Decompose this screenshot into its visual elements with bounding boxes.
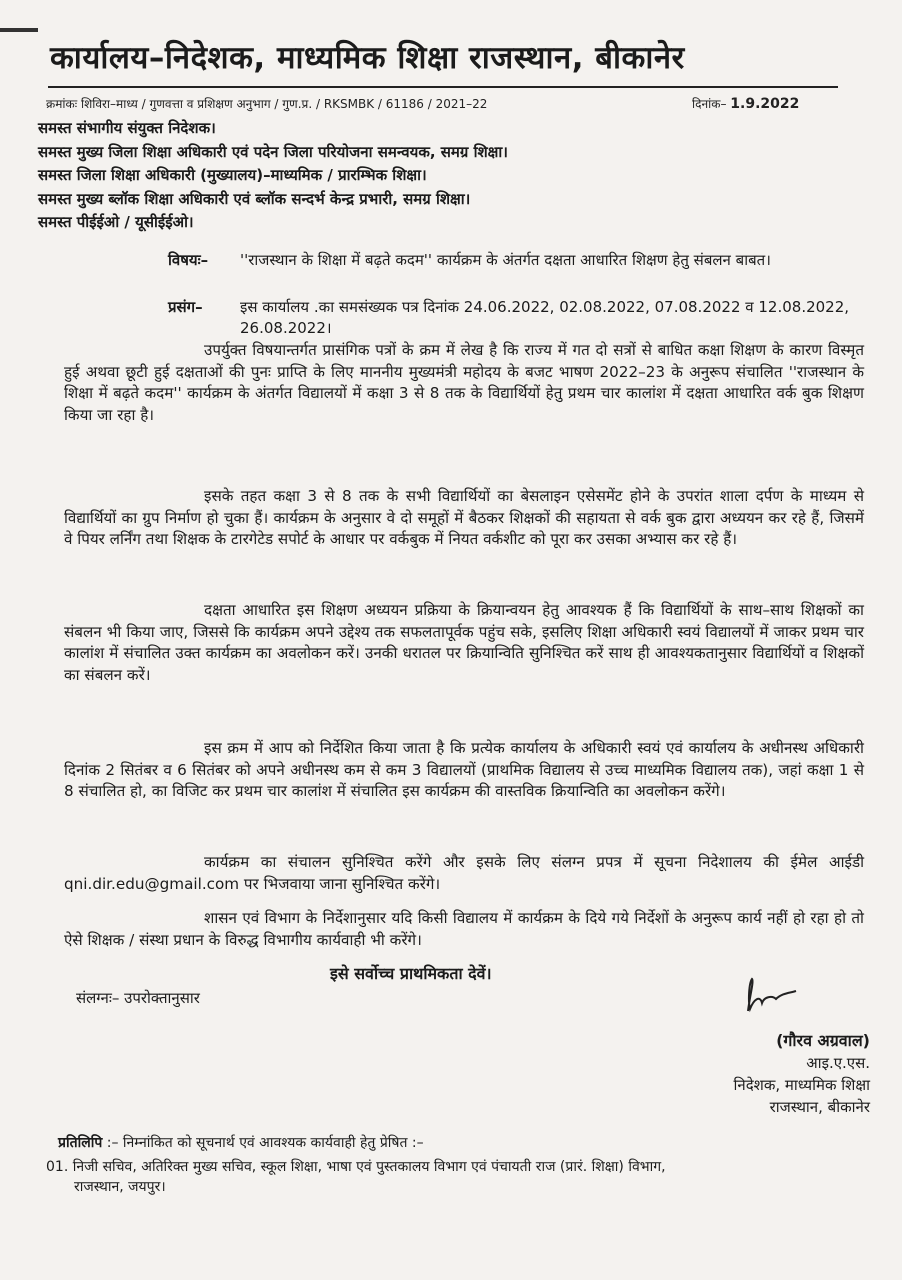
signature-mark [742, 975, 800, 1015]
recipient-line: समस्त पीईईओ / यूसीईईओ। [38, 213, 194, 231]
body-paragraph-6: शासन एवं विभाग के निर्देशानुसार यदि किसी विद्यालय में कार्यक्रम के दिये गये निर्देशों के अनुरूप कार्य नहीं हो रहा हो तो ऐसे शिक्षक / संस्था प्रधान के विरुद्ध विभागीय कार्यवाही भी करेंगे। [64, 909, 864, 949]
body-paragraph-2: इसके तहत कक्षा 3 से 8 तक के सभी विद्यार्थियों का बेसलाइन एसेसमेंट होने के उपरांत शाला दर्पण के माध्यम से विद्यार्थियों का ग्रुप निर्माण हो चुका हैं। कार्यक्रम के अनुसार वे दो समूहों में बैठकर शिक्षकों की सहायता से वर्क बुक द्वारा अध्ययन कर रहे हैं, जिसमें वे पियर लर्निंग तथा शिक्षक के टारगेटेड सपोर्ट के आधार पर वर्कबुक में नियत वर्कशीट को पूरा कर उसका अभ्यास कर रहे हैं। [64, 487, 864, 548]
reference-block [168, 297, 858, 339]
copy-item-line1: निजी सचिव, अतिरिक्त मुख्य सचिव, स्कूल शिक्षा, भाषा एवं पुस्तकालय विभाग एवं पंचायती राज (प्रारं. शिक्षा) विभाग, [72, 1159, 666, 1175]
reference-text: इस कार्यालय .का समसंख्यक पत्र दिनांक 24.06.2022, 02.08.2022, 07.08.2022 व 12.08.2022, 26.08.2022। [240, 298, 850, 337]
ref-label: क्रमांकः [46, 97, 78, 111]
body-paragraph-1: उपर्युक्त विषयान्तर्गत प्रासंगिक पत्रों के क्रम में लेख है कि राज्य में गत दो सत्रों से बाधित कक्षा शिक्षण के कारण विस्मृत हुई अथवा छूटी हुई दक्षताओं की पुनः प्राप्ति के लिए माननीय मुख्यमंत्री महोदय के बजट भाषण 2022–23 के अनुरूप संचालित ''राजस्थान के शिक्षा में बढ़ते कदम'' कार्यक्रम के अंतर्गत विद्यालयों में कक्षा 3 से 8 तक के विद्यार्थियों हेतु प्रथम चार कालांश में दक्षता आधारित वर्क बुक शिक्षण किया जा रहा है। [64, 341, 864, 424]
signatory-block [680, 1030, 870, 1118]
copy-item-number: 01. [46, 1159, 69, 1175]
office-header: कार्यालय–निदेशक, माध्यमिक शिक्षा राजस्थान, बीकानेर [50, 40, 685, 76]
date-line [692, 95, 799, 112]
header-rule [48, 86, 838, 88]
copy-to-heading [58, 1133, 870, 1153]
subject-block [168, 250, 858, 271]
body-paragraph-4: इस क्रम में आप को निर्देशित किया जाता है कि प्रत्येक कार्यालय के अधिकारी स्वयं एवं कार्यालय के अधीनस्थ अधिकारी दिनांक 2 सितंबर व 6 सितंबर को अपने अधीनस्थ कम से कम 3 विद्यालयों (प्राथमिक विद्यालय से उच्च माध्यमिक विद्यालय तक), जहां कक्षा 1 से 8 संचालित हो, का विजिट कर प्रथम चार कालांश में संचालित इस कार्यक्रम की वास्तविक क्रियान्विति का अवलोकन करेंगे। [64, 739, 864, 800]
subject-label: विषयः– [168, 251, 209, 269]
recipient-line: समस्त मुख्य जिला शिक्षा अधिकारी एवं पदेन जिला परियोजना समन्वयक, समग्र शिक्षा। [38, 142, 508, 161]
copy-intro: :– निम्नांकित को सूचनार्थ एवं आवश्यक कार्यवाही हेतु प्रेषित :– [106, 1135, 424, 1151]
enclosure-note: संलग्नः– उपरोक्तानुसार [76, 989, 200, 1007]
copy-item-line2: राजस्थान, जयपुर। [74, 1179, 166, 1195]
scan-mark [0, 28, 38, 32]
recipient-line: समस्त जिला शिक्षा अधिकारी (मुख्यालय)–माध्यमिक / प्रारम्भिक शिक्षा। [38, 166, 427, 184]
recipient-line: समस्त मुख्य ब्लॉक शिक्षा अधिकारी एवं ब्लॉक सन्दर्भ केन्द्र प्रभारी, समग्र शिक्षा। [38, 189, 471, 208]
reference-number-line [46, 95, 487, 112]
signatory-location: राजस्थान, बीकानेर [769, 1098, 870, 1116]
body-paragraph-3: दक्षता आधारित इस शिक्षण अध्ययन प्रक्रिया के क्रियान्वयन हेतु आवश्यक हैं कि विद्यार्थियों के साथ–साथ शिक्षकों का संबलन भी किया जाए, जिससे कि कार्यक्रम अपने उद्देश्य तक सफलतापूर्वक पहुंच सके, इसलिए शिक्षा अधिकारी स्वयं विद्यालयों में जाकर प्रथम चार कालांश में संचालित उक्त कार्यक्रम का अवलोकन करें। उनकी धरातल पर क्रियान्विति सुनिश्चित करें साथ ही आवश्यकतानुसार विद्यार्थियों व शिक्षकों का संबलन करें। [64, 601, 864, 684]
copy-item [46, 1157, 866, 1197]
signatory-name: (गौरव अग्रवाल) [776, 1031, 870, 1050]
body-paragraph-5: कार्यक्रम का संचालन सुनिश्चित करेंगे और इसके लिए संलग्न प्रपत्र में सूचना निदेशालय की ईमेल आईडी qni.dir.edu@gmail.com पर भिजवाया जाना सुनिश्चित करेंगे। [64, 853, 864, 893]
copy-label: प्रतिलिपि [58, 1135, 103, 1151]
date-value: 1.9.2022 [730, 96, 800, 112]
priority-note: इसे सर्वोच्च प्राथमिकता देवें। [330, 964, 492, 983]
ref-number: शिविरा–माध्य / गुणवत्ता व प्रशिक्षण अनुभाग / गुण.प्र. / RKSMBK / 61186 / 2021–22 [80, 97, 488, 111]
signatory-designation: निदेशक, माध्यमिक शिक्षा [733, 1076, 870, 1094]
date-label: दिनांक– [692, 97, 727, 111]
recipient-line: समस्त संभागीय संयुक्त निदेशक। [38, 119, 216, 137]
subject-text: ''राजस्थान के शिक्षा में बढ़ते कदम'' कार्यक्रम के अंतर्गत दक्षता आधारित शिक्षण हेतु संबलन बाबत। [240, 251, 771, 269]
recipient-list [38, 117, 838, 235]
signatory-service: आइ.ए.एस. [806, 1054, 870, 1072]
reference-label: प्रसंग– [168, 298, 203, 316]
